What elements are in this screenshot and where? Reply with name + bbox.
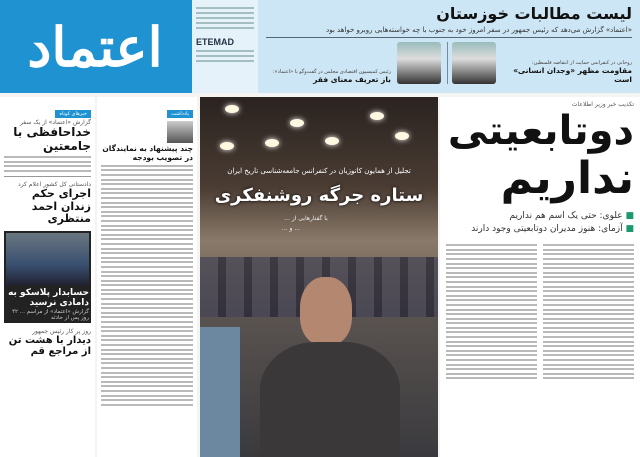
body-text bbox=[446, 242, 537, 382]
brief-headline: دیدار با هشت تن از مراجع قم bbox=[8, 334, 91, 358]
chair bbox=[200, 327, 240, 457]
brief-kicker: روز پر کار رئیس جمهور bbox=[32, 327, 91, 335]
body-text bbox=[4, 156, 91, 172]
briefs bbox=[0, 97, 95, 457]
top-subhead: «اعتماد» گزارش می‌دهد که رئیس جمهور در سفر امروز خود به جنوب با چه خواسته‌هایی روبرو خواهد بود bbox=[266, 26, 632, 38]
story-kicker: رئیس کمیسیون اقتصادی مجلس در گفت‌وگو با «اعتماد»: bbox=[272, 69, 391, 75]
brief-headline: خداحافظی با جامعتین bbox=[13, 125, 91, 153]
author-photo bbox=[167, 121, 193, 143]
brief-headline: حسابدار پلاسکو به دامادی نرسید bbox=[8, 287, 89, 309]
brief-headline: اجرای حکم زندان احمد منتظری bbox=[31, 186, 91, 226]
car-photo bbox=[6, 233, 89, 285]
photo-kicker: تجلیل از همایون کاتوزیان در کنفرانس جامعه‌شناسی تاریخ ایران bbox=[227, 167, 411, 175]
brief-text: گزارش «اعتماد» از مراسم ... ۴۲ روز پس از حادثه bbox=[12, 308, 89, 321]
editorial[interactable] bbox=[97, 97, 197, 457]
briefs-tag: خبرهای کوتاه bbox=[55, 110, 91, 118]
editorial-headline: چند پیشنهاد به نمایندگان در تصویب بودجه bbox=[102, 144, 193, 162]
photo-caption: با گفتارهایی از ... bbox=[284, 215, 328, 222]
brief-item[interactable] bbox=[4, 231, 91, 323]
brief-kicker: گزارش «اعتماد» از یک سفر bbox=[19, 119, 91, 126]
portrait-photo bbox=[452, 42, 496, 84]
lead-photo[interactable] bbox=[200, 97, 438, 457]
story-right[interactable] bbox=[447, 42, 632, 84]
body-text bbox=[543, 242, 634, 382]
body-text bbox=[101, 165, 193, 406]
divider bbox=[4, 176, 91, 177]
brief-item[interactable] bbox=[4, 119, 91, 172]
story-title: مقاومت مظهر «وجدان انسانی» است bbox=[513, 66, 632, 84]
main-headline-line1: دوتابعیتی bbox=[447, 108, 634, 154]
main-bullet: ■ علوی: حتی یک اسم هم نداریم bbox=[509, 210, 634, 221]
portrait-photo bbox=[397, 42, 441, 84]
main-story[interactable] bbox=[440, 97, 640, 457]
story-left[interactable] bbox=[266, 42, 441, 84]
top-band bbox=[258, 0, 640, 93]
brief-kicker: دادستانی کل کشور اعلام کرد bbox=[18, 180, 91, 188]
newspaper-logo: اعتماد bbox=[0, 0, 190, 93]
photo-headline: ستاره جرگه روشنفکری bbox=[214, 185, 424, 206]
main-bullet: ■ آزمای: هنوز مدیران دوتابعیتی وجود دارند bbox=[471, 223, 634, 234]
top-headline[interactable]: لیست مطالبات خوزستان bbox=[436, 4, 632, 23]
brief-item[interactable] bbox=[4, 181, 91, 226]
brief-item[interactable] bbox=[4, 328, 91, 358]
story-title: باز تعریف معنای فقر bbox=[313, 75, 391, 84]
person-face bbox=[300, 277, 352, 345]
main-headline-line2: نداریم bbox=[500, 153, 634, 204]
issue-info bbox=[190, 0, 258, 93]
masthead bbox=[0, 0, 640, 93]
editorial-tag: یادداشت bbox=[167, 110, 193, 118]
main-kicker: تکذیب خبر وزیر اطلاعات bbox=[571, 101, 634, 108]
latin-name: ETEMAD bbox=[196, 37, 234, 47]
person-jacket bbox=[260, 342, 400, 457]
photo-caption: ... و ... bbox=[281, 225, 301, 232]
story-kicker: روحانی در کنفرانس حمایت از انتفاضه فلسطین: bbox=[532, 60, 632, 66]
